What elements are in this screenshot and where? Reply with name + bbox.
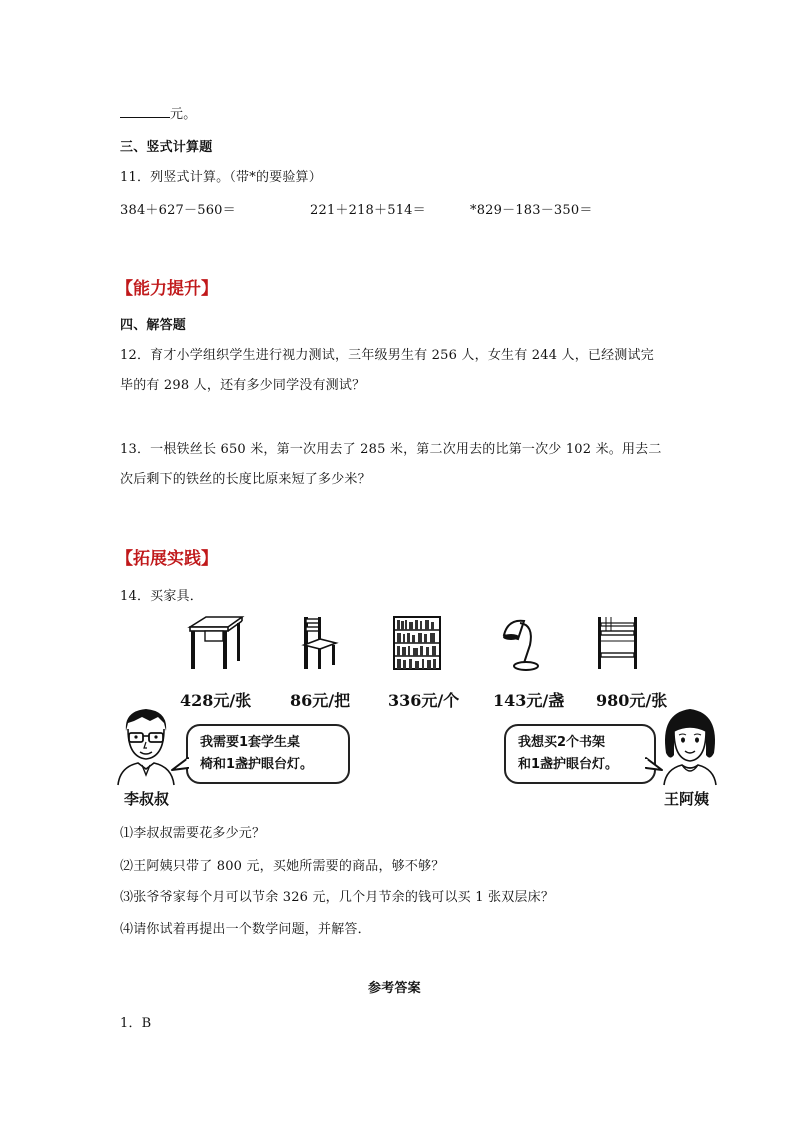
q14-sub-3: ⑶张爷爷家每个月可以节余 326 元，几个月节余的钱可以买 1 张双层床？ (120, 890, 555, 905)
ability-heading: 【能力提升】 (116, 279, 218, 299)
q11-expr-1: 384＋627－560＝ (120, 203, 236, 218)
q14-sub-4: ⑷请你试着再提出一个数学问题，并解答． (120, 922, 371, 937)
fill-blank-line (120, 103, 196, 122)
chair-icon (298, 615, 338, 671)
aunt-wang-avatar (660, 705, 720, 787)
q14-title: 14．买家具． (120, 589, 203, 604)
question-11: 11．列竖式计算。（带*的要验算） (120, 170, 322, 185)
q11-expr-2: 221＋218＋514＝ (310, 203, 426, 218)
q13-line-1: 13．一根铁丝长 650 米，第一次用去了 285 米，第二次用去的比第一次少 102 米。用去二 (120, 442, 662, 457)
fill-suffix: 元。 (170, 107, 197, 122)
uncle-li-bubble-tail (172, 758, 190, 774)
bookshelf-icon (392, 615, 442, 671)
q12-line-1: 12．育才小学组织学生进行视力测试，三年级男生有 256 人，女生有 244 人，已经测试完 (120, 348, 654, 363)
aunt-wang-speech-line-1: 我想买2个书架 (518, 735, 606, 750)
q13-line-2: 次后剩下的铁丝的长度比原来短了多少米？ (120, 472, 371, 487)
price-lamp: 143元/盏 (493, 691, 565, 710)
aunt-wang-speech-line-2: 和1盏护眼台灯。 (518, 757, 619, 772)
desk-icon (186, 615, 244, 671)
q14-sub-2: ⑵王阿姨只带了 800 元，买她所需要的商品，够不够？ (120, 859, 445, 874)
q14-sub-1: ⑴李叔叔需要花多少元？ (120, 826, 266, 841)
answers-heading: 参考答案 (368, 981, 421, 996)
price-bookshelf: 336元/个 (388, 691, 460, 710)
uncle-li-speech-bubble (186, 724, 350, 784)
price-chair: 86元/把 (290, 691, 351, 710)
uncle-li-avatar (116, 705, 176, 787)
uncle-li-speech-line-2: 椅和1盏护眼台灯。 (200, 757, 314, 772)
answer-blank[interactable] (120, 105, 170, 118)
q12-line-2: 毕的有 298 人，还有多少同学没有测试？ (120, 378, 366, 393)
desk-lamp-icon (500, 615, 544, 671)
price-bunk-bed: 980元/张 (596, 691, 668, 710)
aunt-wang-speech-bubble (504, 724, 656, 784)
uncle-li-speech-line-1: 我需要1套学生桌 (200, 735, 301, 750)
answer-1: 1．B (120, 1016, 152, 1031)
bunk-bed-icon (596, 615, 640, 671)
aunt-wang-name: 王阿姨 (664, 790, 710, 808)
section-4-heading: 四、解答题 (120, 318, 187, 333)
uncle-li-name: 李叔叔 (124, 790, 170, 808)
section-3-heading: 三、竖式计算题 (120, 140, 213, 155)
price-desk: 428元/张 (180, 691, 252, 710)
q11-expr-3: *829－183－350＝ (470, 203, 593, 218)
expand-heading: 【拓展实践】 (116, 549, 218, 569)
